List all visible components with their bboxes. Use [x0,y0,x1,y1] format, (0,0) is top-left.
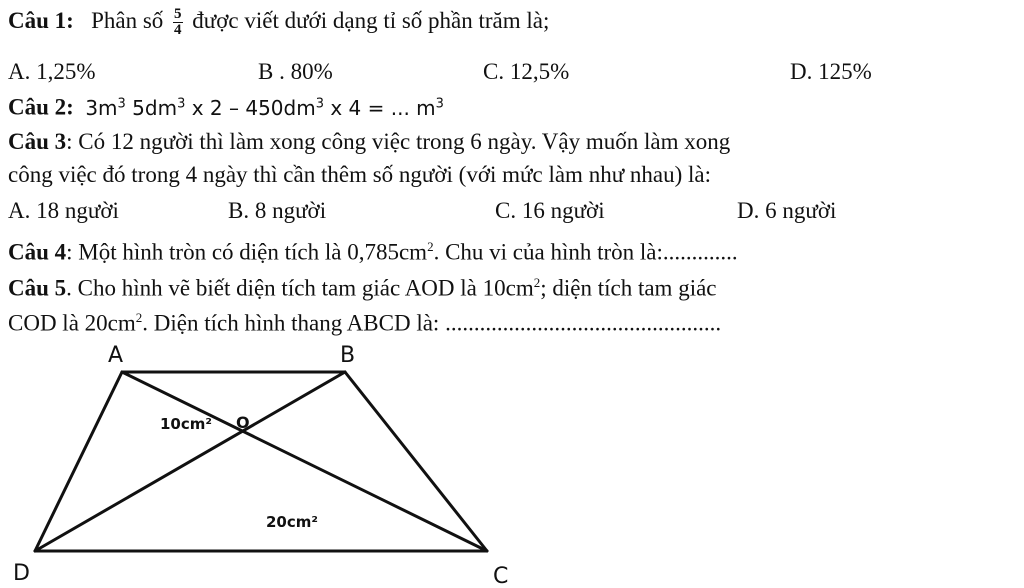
expr-part-4: x 4 = ... m [323,95,436,120]
point-label-o: O [236,413,250,432]
q3-option-b: B. 8 người [228,198,327,223]
area-label-cod: 20cm² [266,513,318,531]
q1-option-a: A. 1,25% [8,59,96,84]
expr-exp-1: 3 [117,96,126,111]
question-3-label: Câu 3 [8,129,67,154]
question-3-line-2: công việc đó trong 4 ngày thì cần thêm số người (với mức làm như nhau) là: [8,162,712,187]
expr-part-1: 3m [85,95,118,120]
q1-option-c: C. 12,5% [483,59,570,84]
q3-option-d: D. 6 người [737,198,837,223]
side-BC [345,372,487,551]
fraction-denominator: 4 [174,22,182,39]
question-4-text-a: : Một hình tròn có diện tích là 0,785cm [66,239,428,265]
vertex-label-c: C [493,564,509,588]
q1-option-d: D. 125% [790,59,872,84]
expr-part-2: 5dm [125,95,178,120]
vertex-label-a: A [108,343,124,368]
fraction-numerator: 5 [174,6,182,23]
expr-exp-4: 3 [435,96,444,111]
question-3-text-1: : Có 12 người thì làm xong công việc trong 6 ngày. Vậy muốn làm xong [66,129,731,154]
q3-option-a: A. 18 người [8,198,119,223]
question-5-text-2b: . Diện tích hình thang ABCD là: ................................................ [142,310,722,336]
question-4-label: Câu 4 [8,239,67,265]
question-1-label: Câu 1: [8,8,74,33]
expr-part-3: x 2 – 450dm [185,95,316,120]
q1-option-b: B . 80% [258,59,333,84]
question-5-text-1a: . Cho hình vẽ biết diện tích tam giác AOD là 10cm [66,275,534,301]
area-label-aod: 10cm² [160,415,212,433]
question-5-label: Câu 5 [8,275,67,301]
q3-option-c: C. 16 người [495,198,605,223]
expr-exp-2: 3 [177,96,186,111]
question-1-text-after: được viết dưới dạng tỉ số phần trăm là; [192,8,550,33]
question-5-text-1b: ; diện tích tam giác [540,275,717,301]
question-1-text-before: Phân số [91,8,164,33]
question-2-label: Câu 2: [8,94,74,120]
expr-exp-3: 3 [315,96,324,111]
side-DA [35,372,122,551]
question-5-sup-1: 2 [533,275,541,290]
question-5-sup-2: 2 [135,310,143,325]
question-4-text-b: . Chu vi của hình tròn là:............. [433,239,738,265]
vertex-label-d: D [13,561,30,586]
question-4-sup: 2 [427,239,434,254]
vertex-label-b: B [340,343,356,368]
question-5-text-2a: COD là 20cm [8,310,136,336]
